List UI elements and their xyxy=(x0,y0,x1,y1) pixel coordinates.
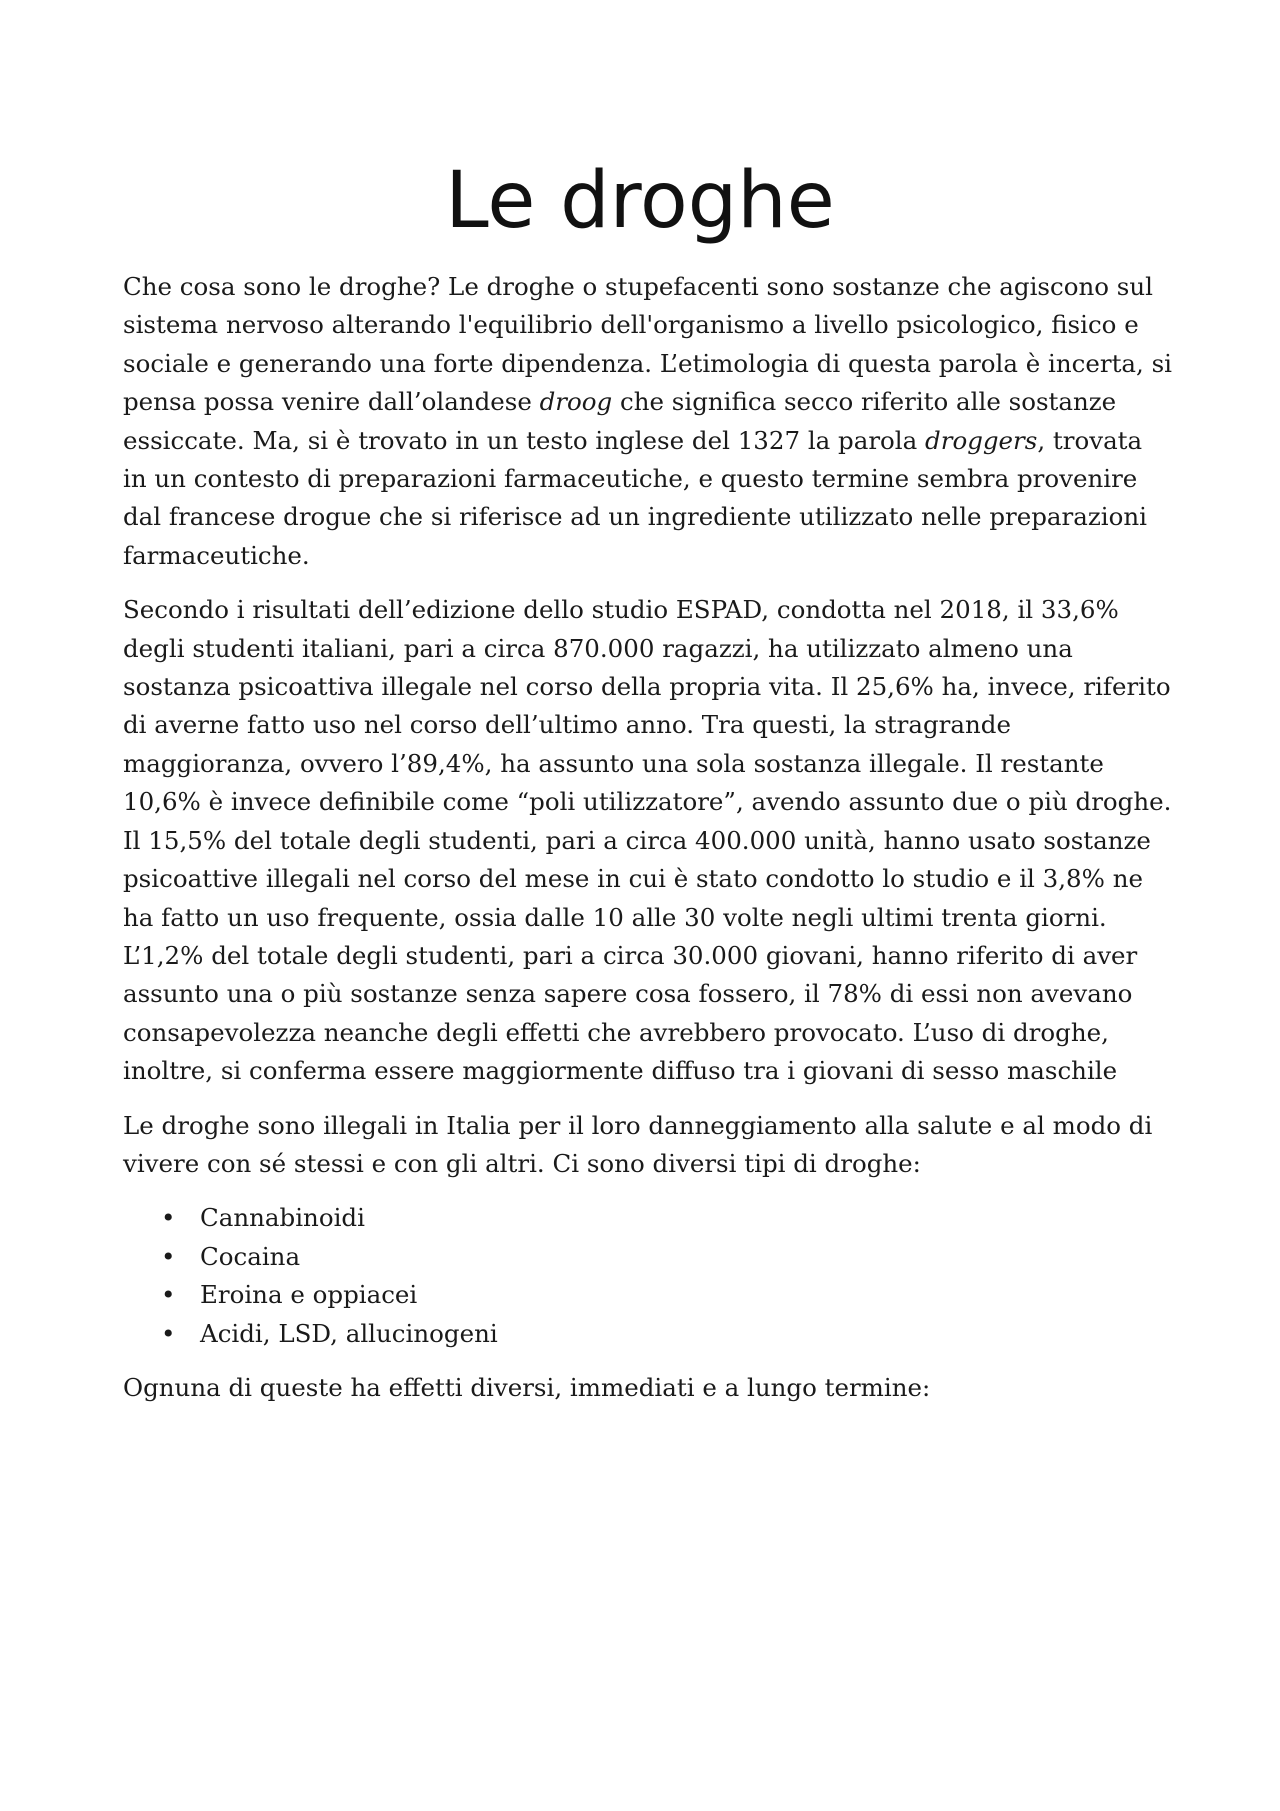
paragraph-illegality: Le droghe sono illegali in Italia per il loro danneggiamento alla salute e al modo di vivere con sé stessi e con gli altri. Ci sono diversi tipi di droghe: xyxy=(123,1110,1153,1178)
paragraph-etymology xyxy=(123,268,1173,575)
paragraph-etymology-text-2: che significa secco riferito alle sostanze essiccate. Ma, si è trovato in un testo inglese del 1327 la parola xyxy=(123,387,1117,455)
list-item xyxy=(123,1315,1173,1353)
list-item-label: Eroina e oppiacei xyxy=(200,1280,418,1310)
list-item-label: Cannabinoidi xyxy=(200,1203,365,1233)
bullet-icon: • xyxy=(161,1318,176,1348)
page-title: Le droghe xyxy=(445,156,835,246)
list-item xyxy=(123,1238,1173,1276)
document-body xyxy=(123,268,1173,1423)
italic-term-droggers: droggers xyxy=(925,425,1038,455)
bullet-icon: • xyxy=(161,1241,176,1271)
paragraph-espad-statistics: Secondo i risultati dell’edizione dello studio ESPAD, condotta nel 2018, il 33,6% degli studenti italiani, pari a circa 870.000 ragazzi, ha utilizzato almeno una sostanza psicoattiva illegale nel corso della propria vita. Il 25,6% ha, invece, riferito di averne fatto uso nel corso dell’ultimo anno. Tra questi, la stragrande maggioranza, ovvero l’89,4%, ha assunto una sola sostanza illegale. Il restante 10,6% è invece definibile come “poli utilizzatore”, avendo assunto due o più droghe. Il 15,5% del totale degli studenti, pari a circa 400.000 unità, hanno usato sostanze psicoattive illegali nel corso del mese in cui è stato condotto lo studio e il 3,8% ne ha fatto un uso frequente, ossia dalle 10 alle 30 volte negli ultimi trenta giorni. L’1,2% del totale degli studenti, pari a circa 30.000 giovani, hanno riferito di aver assunto una o più sostanze senza sapere cosa fossero, il 78% di essi non avevano consapevolezza neanche degli effetti che avrebbero provocato. L’uso di droghe, inoltre, si conferma essere maggiormente diffuso tra i giovani di sesso maschile xyxy=(123,595,1172,1086)
paragraph-effects-intro: Ognuna di queste ha effetti diversi, immediati e a lungo termine: xyxy=(123,1372,931,1402)
italic-term-droog: droog xyxy=(539,387,613,417)
paragraph-etymology-text-1: Che cosa sono le droghe? Le droghe o stupefacenti sono sostanze che agiscono sul sistema nervoso alterando l'equilibrio dell'organismo a livello psicologico, fisico e sociale e generando una forte dipendenza. L’etimologia di questa parola è incerta, si pensa possa venire dall’olandese xyxy=(123,272,1173,417)
list-item-label: Cocaina xyxy=(200,1241,301,1271)
bullet-icon: • xyxy=(161,1280,176,1310)
list-item-label: Acidi, LSD, allucinogeni xyxy=(200,1318,498,1348)
drug-types-list xyxy=(123,1199,1173,1353)
bullet-icon: • xyxy=(161,1203,176,1233)
list-item xyxy=(123,1276,1173,1314)
paragraph-etymology-text-3: , trovata in un contesto di preparazioni farmaceutiche, e questo termine sembra provenire dal francese drogue che si riferisce ad un ingrediente utilizzato nelle preparazioni farmaceutiche. xyxy=(123,425,1147,570)
list-item xyxy=(123,1199,1173,1237)
